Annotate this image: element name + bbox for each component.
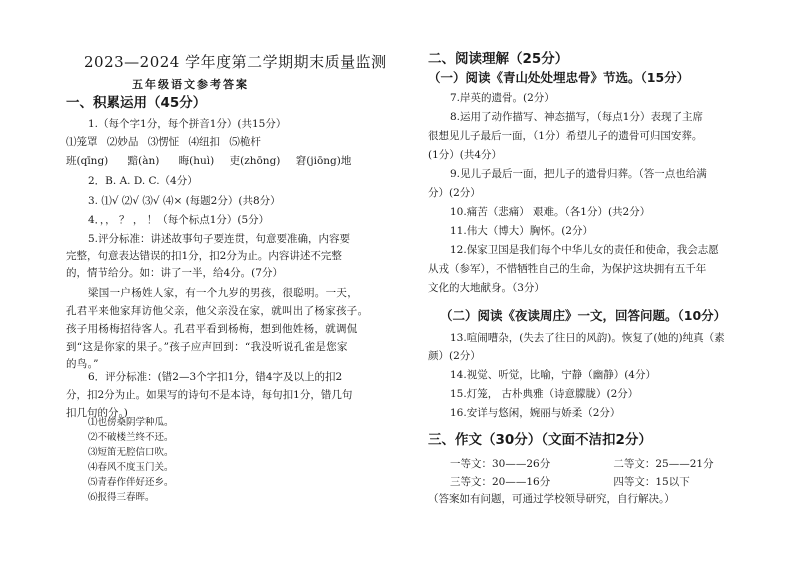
reading-answer-line: 14.视觉、听觉，比喻，宁静（幽静）(4分） <box>450 369 656 381</box>
page-title: 2023—2024 学年度第二学期期末质量监测 <box>84 53 387 71</box>
word-answer: ⑸桅杆 <box>229 136 261 148</box>
word-answer: ⑴笼罩 <box>66 136 98 148</box>
reading-answer-line: 分）(2分） <box>428 187 481 199</box>
reading-answer-line: 15.灯笼， 古朴典雅（诗意朦胧）(2分） <box>450 388 639 400</box>
question-5-line: 完整，句意表达错误的扣1分，扣2分为止。内容讲述不完整 <box>66 250 342 262</box>
poem-answer: ⑹报得三春晖。 <box>88 492 155 503</box>
pinyin-answer: 晦(huì) <box>178 155 215 167</box>
grade-third: 三等文：20——16分 <box>450 476 551 488</box>
question-5-line: 5.评分标准：讲述故事句子要连贯，句意要准确，内容要 <box>88 233 351 245</box>
question-4: 4．，， ？ ， ！（每个标点1分）(5分） <box>88 214 270 226</box>
reading-answer-line: 很想见儿子最后一面，（1分）希望儿子的遗骨可归国安葬。 <box>428 130 703 142</box>
reading-part-1-heading: （一）阅读《青山处处埋忠骨》节选。（15分） <box>428 70 690 85</box>
question-5-line: 的，情节给分。如：讲了一半，给4分。(7分） <box>66 267 283 279</box>
question-3: 3. ⑴√ ⑵√ ⑶√ ⑷× (每题2分）(共8分） <box>88 195 281 207</box>
question-1: 1.（每个字1分，每个拼音1分）(共15分） <box>88 118 287 130</box>
reading-answer-line: 从戎（参军），不惜牺牲自己的生命，为保护这块拥有五千年 <box>428 263 707 275</box>
reading-answer-line: 8.运用了动作描写、神态描写，（每点1分）表现了主席 <box>450 111 703 123</box>
reading-answer-line: (1分）(共4分） <box>428 149 503 161</box>
reading-part-2-heading: （二）阅读《夜读周庄》一文，回答问题。（10分） <box>440 308 727 323</box>
word-answer: ⑷纽扣 <box>188 136 221 148</box>
pinyin-answer: 吏(zhōng) <box>229 155 281 167</box>
question-5-sample: 梁国一户杨姓人家，有一个九岁的男孩，很聪明。一天， <box>88 287 358 299</box>
reading-answer-line: 10.痛苦（悲痛） 艰难。（各1分）(共2分） <box>450 206 651 218</box>
section-heading-accumulation: 一、积累运用（45分） <box>66 95 207 111</box>
reading-answer-line: 9.见儿子最后一面，把儿子的遗骨归葬。（答一点也给满 <box>450 168 707 180</box>
reading-answer-line: 16.安详与悠闲，婉丽与娇柔（2分） <box>450 407 621 419</box>
poem-answer: ⑸青春作伴好还乡。 <box>88 477 174 488</box>
reading-answer-line: 文化的大地献身。（3分） <box>428 282 545 294</box>
grade-row <box>450 457 714 471</box>
grade-first: 一等文：30——26分 <box>450 458 551 470</box>
page-subtitle: 五年级语文参考答案 <box>132 78 249 91</box>
reading-answer-line: 11.伟大（博大）胸怀。(2分） <box>450 225 593 237</box>
question-6-line: 扣几句的分。) <box>66 407 128 419</box>
poem-answer: ⑴也傍桑阴学种瓜。 <box>88 417 174 428</box>
word-answer: ⑶愣怔 <box>147 136 180 148</box>
poem-answer: ⑶短笛无腔信口吹。 <box>88 447 174 458</box>
question-6-line: 分，扣2分为止。如果写的诗句不是本诗，每句扣1分，错几句 <box>66 389 353 401</box>
reading-answer-line: 颜）(2分） <box>428 350 481 362</box>
pinyin-answer: 班(qīng) <box>66 155 109 167</box>
reading-answer-line: 13.喧闹嘈杂，(失去了往日的风韵)。恢复了(她的)纯真（素 <box>450 332 725 344</box>
grade-row <box>450 475 690 489</box>
question-5-sample: 孔君平来他家拜访他父亲，他父亲没在家，就叫出了杨家孩子。 <box>66 305 369 317</box>
poem-answer: ⑵不破楼兰终不还。 <box>88 432 174 443</box>
poem-answer: ⑷春风不度玉门关。 <box>88 462 174 473</box>
question-5-sample: 到“这是你家的果子。”孩子应声回到：“我没听说孔雀是您家 <box>66 341 348 353</box>
section-heading-composition: 三、作文（30分）（文面不洁扣2分） <box>428 432 652 448</box>
question-5-sample: 的鸟。” <box>66 358 99 370</box>
question-1-pinyin <box>66 154 351 168</box>
question-6-line: 6．评分标准：(错2—3个字扣1分，错4字及以上的扣2 <box>88 371 343 383</box>
reading-answer-line: 12.保家卫国是我们每个中华儿女的责任和使命，我会志愿 <box>450 244 719 256</box>
question-1-words <box>66 135 261 149</box>
pinyin-answer: 黯(àn) <box>127 155 160 167</box>
grade-second: 二等文：25——21分 <box>613 458 714 470</box>
question-5-sample: 孩子用杨梅招待客人。孔君平看到杨梅，想到他姓杨，就调侃 <box>66 323 358 335</box>
answer-note: （答案如有问题，可通过学校领导研究，自行解决。） <box>428 493 675 505</box>
question-2: 2．B. A. D. C.（4分） <box>88 175 198 187</box>
pinyin-answer: 窘(jiōng)地 <box>295 155 352 167</box>
grade-fourth: 四等文：15以下 <box>613 476 690 488</box>
word-answer: ⑵妙品 <box>106 136 139 148</box>
section-heading-reading: 二、阅读理解（25分） <box>428 51 569 67</box>
reading-answer-line: 7.岸英的遗骨。(2分） <box>450 92 555 104</box>
